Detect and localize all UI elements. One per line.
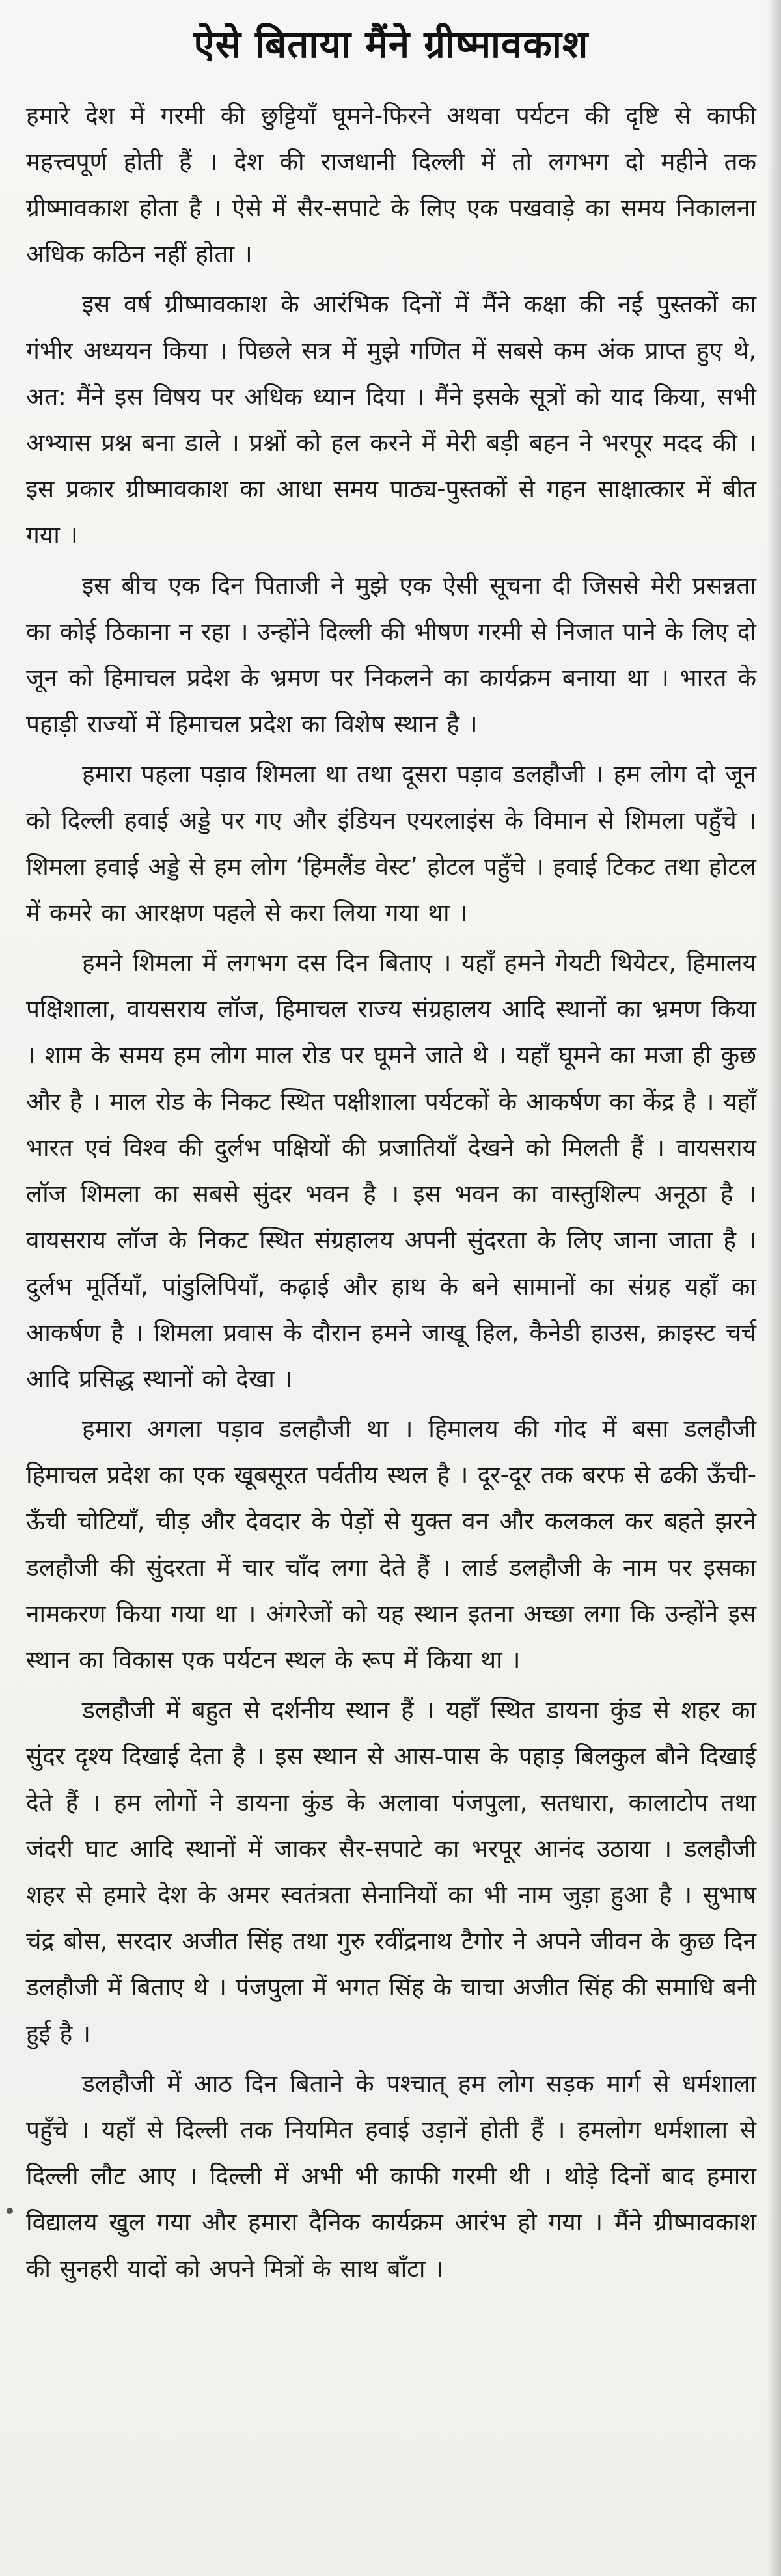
paragraph-3: इस बीच एक दिन पिताजी ने मुझे एक ऐसी सूचना दी जिससे मेरी प्रसन्नता का कोई ठिकाना न रहा । उन्होंने दिल्ली की भीषण गरमी से निजात पाने के लिए दो जून को हिमाचल प्रदेश के भ्रमण पर निकलने का कार्यक्रम बनाया था । भारत के पहाड़ी राज्यों में हिमाचल प्रदेश का विशेष स्थान है । <box>26 571 756 738</box>
paragraph-2: इस वर्ष ग्रीष्मावकाश के आरंभिक दिनों में मैंने कक्षा की नई पुस्तकों का गंभीर अध्ययन किया । पिछले सत्र में मुझे गणित में सबसे कम अंक प्राप्त हुए थे, अत: मैंने इस विषय पर अधिक ध्यान दिया । मैंने इसके सूत्रों को याद किया, सभी अभ्यास प्रश्न बना डाले । प्रश्नों को हल करने में मेरी बड़ी बहन ने भरपूर मदद की । इस प्रकार ग्रीष्मावकाश का आधा समय पाठ्य-पुस्तकों से गहन साक्षात्कार में बीत गया । <box>26 290 756 549</box>
paragraph-6: हमारा अगला पड़ाव डलहौजी था । हिमालय की गोद में बसा डलहौजी हिमाचल प्रदेश का एक खूबसूरत पर्वतीय स्थल है । दूर-दूर तक बरफ से ढकी ऊँची-ऊँची चोटियाँ, चीड़ और देवदार के पेड़ों से युक्त वन और कलकल कर बहते झरने डलहौजी की सुंदरता में चार चाँद लगा देते हैं । लार्ड डलहौजी के नाम पर इसका नामकरण किया गया था । अंगरेजों को यह स्थान इतना अच्छा लगा कि उन्होंने इस स्थान का विकास एक पर्यटन स्थल के रूप में किया था । <box>26 1415 756 1674</box>
paragraph-1: हमारे देश में गरमी की छुट्टियाँ घूमने-फिरने अथवा पर्यटन की दृष्टि से काफी महत्त्वपूर्ण होती हैं । देश की राजधानी दिल्ली में तो लगभग दो महीने तक ग्रीष्मावकाश होता है । ऐसे में सैर-सपाटे के लिए एक पखवाड़े का समय निकालना अधिक कठिन नहीं होता । <box>26 102 756 268</box>
page-title: ऐसे बिताया मैंने ग्रीष्मावकाश <box>193 22 589 66</box>
paragraph-8: डलहौजी में आठ दिन बिताने के पश्चात् हम लोग सड़क मार्ग से धर्मशाला पहुँचे । यहाँ से दिल्ली तक नियमित हवाई उड़ानें होती हैं । हमलोग धर्मशाला से दिल्ली लौट आए । दिल्ली में अभी भी काफी गरमी थी । थोड़े दिनों बाद हमारा विद्यालय खुल गया और हमारा दैनिक कार्यक्रम आरंभ हो गया । मैंने ग्रीष्मावकाश की सुनहरी यादों को अपने मित्रों के साथ बाँटा । <box>26 2070 756 2282</box>
page-edge-shadow <box>767 0 781 2576</box>
paragraph-7: डलहौजी में बहुत से दर्शनीय स्थान हैं । यहाँ स्थित डायना कुंड से शहर का सुंदर दृश्य दिखाई देता है । इस स्थान से आस-पास के पहाड़ बिलकुल बौने दिखाई देते हैं । हम लोगों ने डायना कुंड के अलावा पंजपुला, सतधारा, कालाटोप तथा जंदरी घाट आदि स्थानों में जाकर सैर-सपाटे का भरपूर आनंद उठाया । डलहौजी शहर से हमारे देश के अमर स्वतंत्रता सेनानियों का भी नाम जुड़ा हुआ है । सुभाष चंद्र बोस, सरदार अजीत सिंह तथा गुरु रवींद्रनाथ टैगोर ने अपने जीवन के कुछ दिन डलहौजी में बिताए थे । पंजपुला में भगत सिंह के चाचा अजीत सिंह की समाधि बनी हुई है । <box>26 1696 756 2048</box>
margin-mark <box>7 2208 13 2214</box>
paragraph-5: हमने शिमला में लगभग दस दिन बिताए । यहाँ हमने गेयटी थियेटर, हिमालय पक्षिशाला, वायसराय लॉज, हिमाचल राज्य संग्रहालय आदि स्थानों का भ्रमण किया । शाम के समय हम लोग माल रोड पर घूमने जाते थे । यहाँ घूमने का मजा ही कुछ और है । माल रोड के निकट स्थित पक्षीशाला पर्यटकों के आकर्षण का केंद्र है । यहाँ भारत एवं विश्व की दुर्लभ पक्षियों की प्रजातियाँ देखने को मिलती हैं । वायसराय लॉज शिमला का सबसे सुंदर भवन है । इस भवन का वास्तुशिल्प अनूठा है । वायसराय लॉज के निकट स्थित संग्रहालय अपनी सुंदरता के लिए जाना जाता है । दुर्लभ मूर्तियाँ, पांडुलिपियाँ, कढ़ाई और हाथ के बने सामानों का संग्रह यहाँ का आकर्षण है । शिमला प्रवास के दौरान हमने जाखू हिल, कैनेडी हाउस, क्राइस्ट चर्च आदि प्रसिद्ध स्थानों को देखा । <box>26 949 756 1393</box>
paragraph-4: हमारा पहला पड़ाव शिमला था तथा दूसरा पड़ाव डलहौजी । हम लोग दो जून को दिल्ली हवाई अड्डे पर गए और इंडियन एयरलाइंस के विमान से शिमला पहुँचे । शिमला हवाई अड्डे से हम लोग ‘हिमलैंड वेस्ट’ होटल पहुँचे । हवाई टिकट तथा होटल में कमरे का आरक्षण पहले से करा लिया गया था । <box>26 760 756 927</box>
